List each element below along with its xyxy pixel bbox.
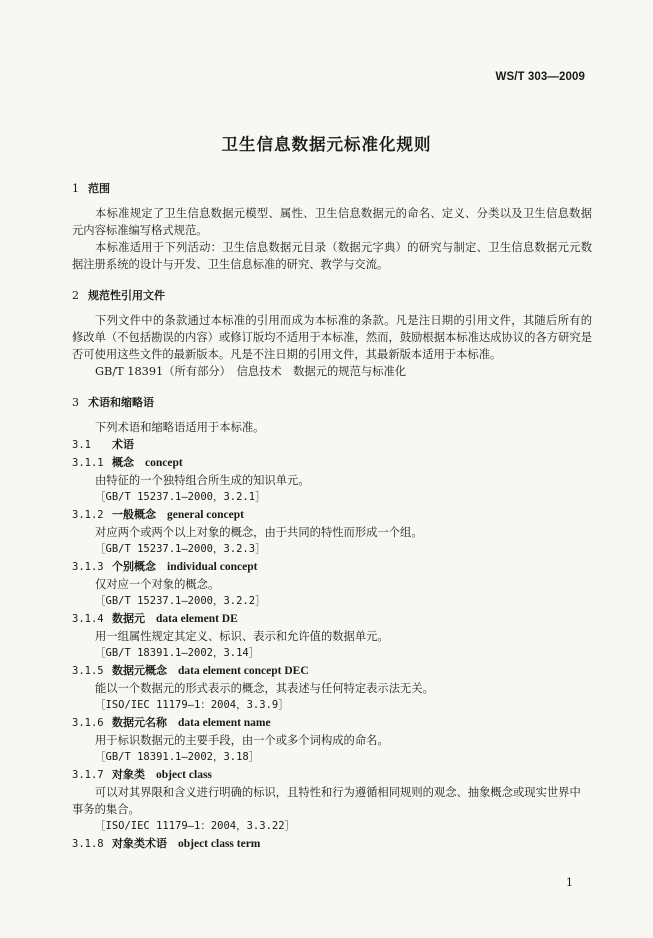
term-name: 对象类术语 object class term [112,837,261,850]
section-heading: 3 术语和缩略语 [72,396,154,409]
term-name: 数据元名称 data element name [112,716,271,729]
paragraph: 下列文件中的条款通过本标准的引用而成为本标准的条款。凡是注日期的引用文件，其随后所有的修改单（不包括勘误的内容）或修订版均不适用于本标准，然而，鼓励根据本标准达成协议的各方研究是否可使用这些文件的最新版本。凡是不注日期的引用文件，其最新版本适用于本标准。 [72,314,592,361]
term-name: 一般概念 general concept [112,508,244,521]
term-name: 对象类 object class [112,768,212,781]
term-english-name: data element concept DEC [178,665,309,677]
normative-reference: GB/T 18391（所有部分） 信息技术 数据元的规范与标准化 [95,365,407,378]
term-number: 3.1.5 [72,665,104,677]
page-number: 1 [566,876,573,889]
term-source: ［GB/T 15237.1—2000，3.2.3］ [95,543,266,555]
term-definition: 用一组属性规定其定义、标识、表示和允许值的数据单元。 [95,630,389,643]
term-name: 概念 concept [112,456,183,469]
paragraph: 下列术语和缩略语适用于本标准。 [95,421,265,434]
term-source: ［ISO/IEC 11179—1：2004，3.3.22］ [95,820,296,832]
term-heading [72,714,592,732]
document-body [72,180,592,853]
term-english-name: concept [145,457,183,469]
term-heading [72,506,592,524]
term-number: 3.1.8 [72,838,104,850]
term-definition: 由特征的一个独特组合所生成的知识单元。 [95,474,310,487]
section-heading: 1 范围 [72,182,110,195]
term-english-name: data element DE [156,613,238,625]
section-heading: 2 规范性引用文件 [72,289,165,302]
term-number: 3.1.1 [72,457,104,469]
terms-list [72,454,592,853]
term-heading [72,558,592,576]
subsection-heading: 3.1 术语 [72,438,134,451]
term-name: 个别概念 individual concept [112,560,258,573]
term-name: 数据元 data element DE [112,612,238,625]
term-definition: 用于标识数据元的主要手段，由一个或多个词构成的命名。 [95,734,389,747]
term-english-name: data element name [178,717,271,729]
term-name: 数据元概念 data element concept DEC [112,664,309,677]
term-heading [72,835,592,853]
term-source: ［GB/T 15237.1—2000，3.2.1］ [95,491,266,503]
term-heading [72,454,592,472]
term-source: ［GB/T 15237.1—2000，3.2.2］ [95,595,266,607]
term-definition: 能以一个数据元的形式表示的概念，其表述与任何特定表示法无关。 [95,682,434,695]
term-source: ［GB/T 18391.1—2002，3.14］ [95,647,260,659]
term-english-name: individual concept [167,561,258,573]
term-number: 3.1.3 [72,561,104,573]
term-english-name: general concept [167,509,244,521]
term-heading [72,662,592,680]
paragraph: 本标准适用于下列活动：卫生信息数据元目录（数据元字典）的研究与制定、卫生信息数据元元数据注册系统的设计与开发、卫生信息标准的研究、教学与交流。 [72,241,592,271]
term-definition: 事务的集合。 [72,803,140,816]
term-english-name: object class [156,769,212,781]
term-definition: 对应两个或两个以上对象的概念，由于共同的特性而形成一个组。 [95,526,423,539]
term-number: 3.1.6 [72,717,104,729]
standard-code: WS/T 303—2009 [495,71,585,83]
term-source: ［ISO/IEC 11179—1：2004，3.3.9］ [95,699,289,711]
term-heading [72,766,592,784]
term-source: ［GB/T 18391.1—2002，3.18］ [95,751,260,763]
term-english-name: object class term [178,838,261,850]
term-definition: 仅对应一个对象的概念。 [95,578,220,591]
term-number: 3.1.4 [72,613,104,625]
document-title: 卫生信息数据元标准化规则 [221,135,432,154]
term-heading [72,610,592,628]
term-number: 3.1.7 [72,769,104,781]
paragraph: 本标准规定了卫生信息数据元模型、属性、卫生信息数据元的命名、定义、分类以及卫生信息数据元内容标准编写格式规范。 [72,207,592,237]
term-number: 3.1.2 [72,509,104,521]
term-definition: 可以对其界限和含义进行明确的标识，且特性和行为遵循相同规则的观念、抽象概念或现实世界中 [95,786,581,799]
